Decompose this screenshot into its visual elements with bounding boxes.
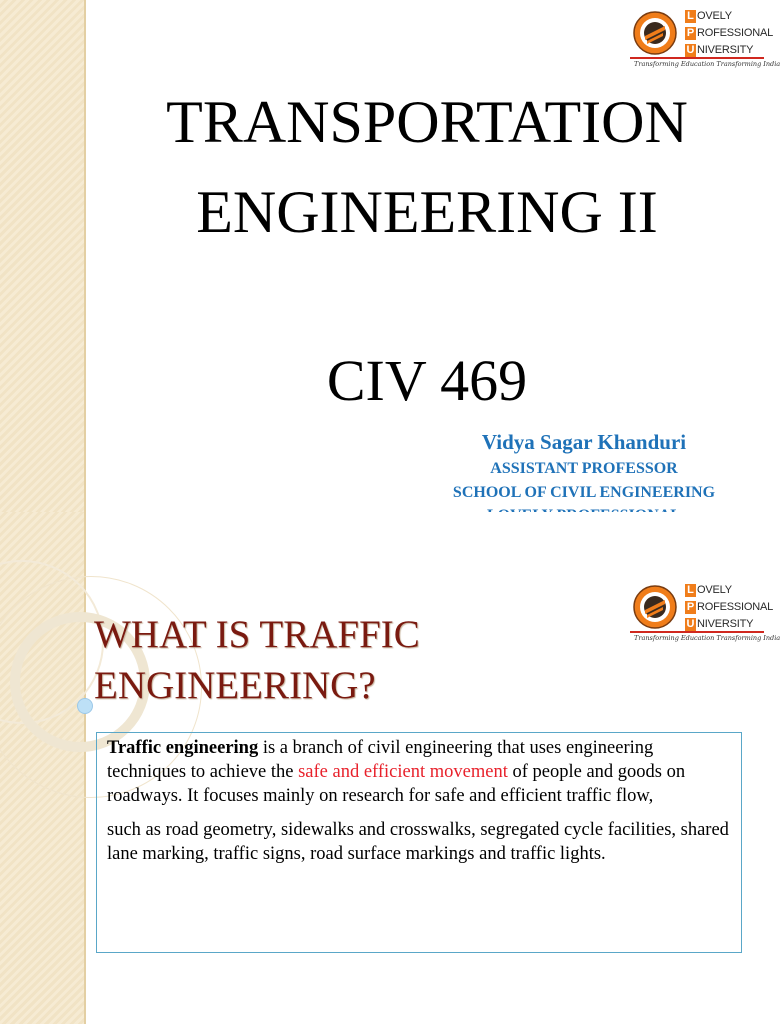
definition-text-b: of people and goods on roadways. It focuses mainly on research for safe and efficient traffic flow, <box>107 762 686 806</box>
heading-line-1: WHAT IS TRAFFIC <box>94 613 420 656</box>
logo-word-lovely: OVELY <box>697 584 732 596</box>
lpu-crest-icon <box>632 584 678 630</box>
university-logo <box>630 580 780 646</box>
slide-heading <box>94 609 524 711</box>
heading-line-2: ENGINEERING? <box>94 664 376 707</box>
title-line-2: ENGINEERING II <box>196 179 658 245</box>
logo-rule <box>630 57 764 59</box>
logo-letter-l: L <box>685 10 696 23</box>
decorative-dot <box>77 698 93 714</box>
definition-text-box <box>96 732 742 953</box>
definition-paragraph <box>107 736 731 808</box>
band-divider <box>84 0 86 512</box>
logo-tagline: Transforming Education Transforming India <box>634 634 780 642</box>
title-line-1: TRANSPORTATION <box>166 89 688 155</box>
author-name: Vidya Sagar Khanduri <box>481 430 687 454</box>
definition-text-a: is a branch of civil engineering that uses engineering techniques to achieve the <box>107 738 654 782</box>
logo-letter-p: P <box>686 600 695 613</box>
definition-highlight: safe and efficient movement <box>298 762 508 782</box>
logo-letter-l: L <box>685 584 696 597</box>
logo-word-university: NIVERSITY <box>697 618 754 630</box>
author-school: SCHOOL OF CIVIL ENGINEERING <box>452 484 716 501</box>
university-logo <box>630 6 780 72</box>
course-code: CIV 469 <box>326 348 528 413</box>
logo-letter-u: U <box>686 617 695 630</box>
lpu-crest-icon <box>632 10 678 56</box>
content-slide <box>0 512 780 1024</box>
logo-tagline: Transforming Education Transforming India <box>634 60 780 68</box>
author-title: ASSISTANT PROFESSOR <box>490 460 678 477</box>
definition-term: Traffic engineering <box>107 738 259 758</box>
logo-word-university: NIVERSITY <box>697 44 754 56</box>
logo-word-professional: ROFESSIONAL <box>697 601 774 613</box>
logo-word-lovely: OVELY <box>697 10 732 22</box>
logo-letter-p: P <box>686 26 695 39</box>
logo-rule <box>630 631 764 633</box>
logo-word-professional: ROFESSIONAL <box>697 27 774 39</box>
decorative-left-band <box>0 0 84 512</box>
examples-paragraph: such as road geometry, sidewalks and crosswalks, segregated cycle facilities, shared lane marking, traffic signs, road surface markings and traffic lights. <box>107 820 729 864</box>
logo-letter-u: U <box>686 43 695 56</box>
